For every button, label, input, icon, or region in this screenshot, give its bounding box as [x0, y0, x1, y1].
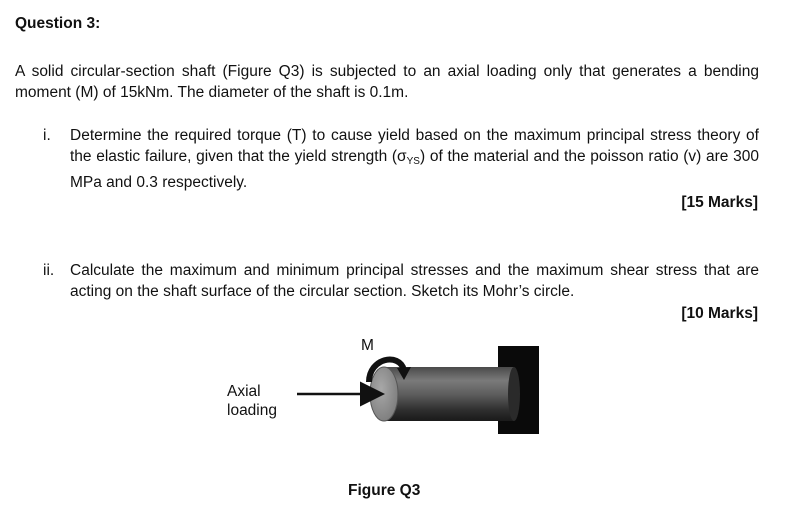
shaft-far-end — [508, 367, 520, 421]
moment-label: M — [361, 337, 374, 354]
part-i-text-before: Determine the required torque (T) to cause yield based on the maximum principal stress theory of the elastic failure, given that the yield strength ( — [70, 127, 759, 165]
axial-label-line1: Axial — [227, 383, 261, 400]
axial-loading-label — [227, 382, 277, 420]
part-ii-number: ii. — [43, 262, 55, 279]
part-i-text-after: ) of the material and the poisson ratio (v) are 300 MPa and 0.3 respectively. — [70, 148, 759, 191]
part-ii-marks: [10 Marks] — [681, 305, 758, 322]
question-intro: A solid circular-section shaft (Figure Q3) is subjected to an axial loading only that generates a bending moment (M) of 15kNm. The diameter of the shaft is 0.1m. — [15, 63, 759, 101]
part-i-marks: [15 Marks] — [681, 194, 758, 211]
sigma-symbol: σ — [397, 148, 407, 165]
figure-caption: Figure Q3 — [348, 482, 421, 499]
part-i-number: i. — [43, 127, 51, 144]
sigma-subscript: YS — [406, 156, 420, 167]
question-heading: Question 3: — [15, 15, 101, 32]
axial-label-line2: loading — [227, 402, 277, 419]
part-ii-text: Calculate the maximum and minimum principal stresses and the maximum shear stress that are acting on the shaft surface of the circular section. Sketch its Mohr’s circle. — [70, 262, 759, 300]
